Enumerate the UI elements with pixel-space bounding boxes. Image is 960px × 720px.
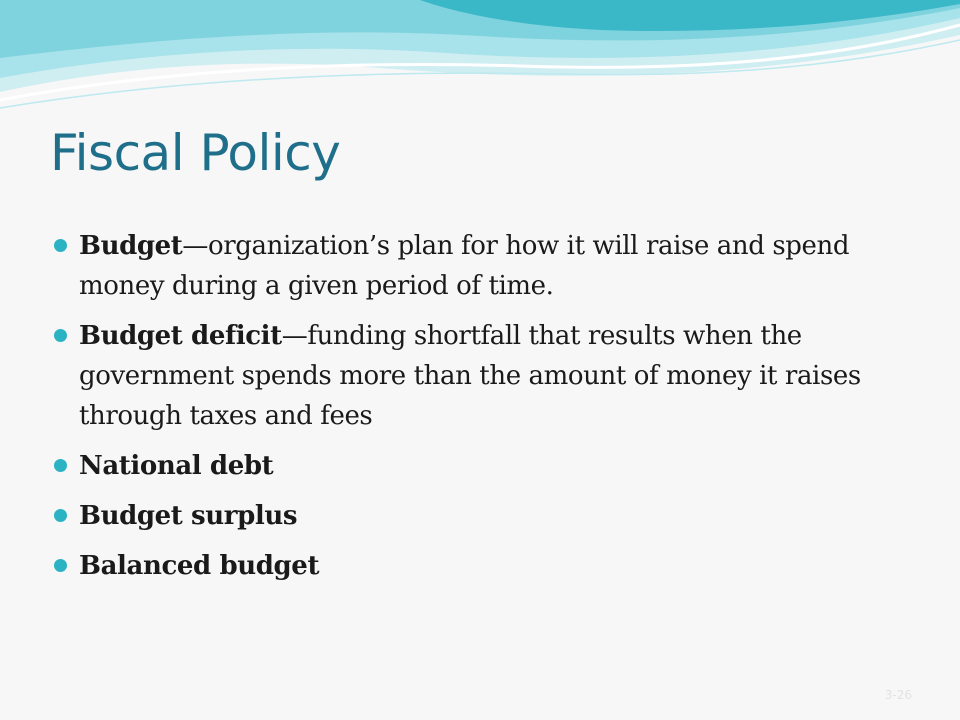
header-wave-decoration: [0, 0, 960, 130]
bullet-definition: —organization’s plan for how it will raise and spend money during a given period of time.: [79, 231, 850, 301]
bullet-term: Balanced budget: [79, 551, 320, 581]
bullet-list: [54, 226, 934, 596]
bullet-item-national-debt: [54, 446, 934, 486]
bullet-definition: —funding shortfall that results when the government spends more than the amount of money it raises through taxes and fees: [79, 321, 861, 431]
bullet-dot-icon: [54, 459, 67, 472]
bullet-term: National debt: [79, 451, 274, 481]
bullet-item-budget-deficit: [54, 316, 934, 436]
bullet-term: Budget deficit: [79, 321, 282, 351]
bullet-item-balanced-budget: [54, 546, 934, 586]
bullet-dot-icon: [54, 559, 67, 572]
bullet-dot-icon: [54, 329, 67, 342]
page-number: 3-26: [884, 688, 912, 702]
bullet-dot-icon: [54, 239, 67, 252]
bullet-item-budget: [54, 226, 934, 306]
bullet-item-budget-surplus: [54, 496, 934, 536]
bullet-term: Budget surplus: [79, 501, 298, 531]
bullet-dot-icon: [54, 509, 67, 522]
slide-title: Fiscal Policy: [50, 124, 341, 182]
bullet-term: Budget: [79, 231, 183, 261]
